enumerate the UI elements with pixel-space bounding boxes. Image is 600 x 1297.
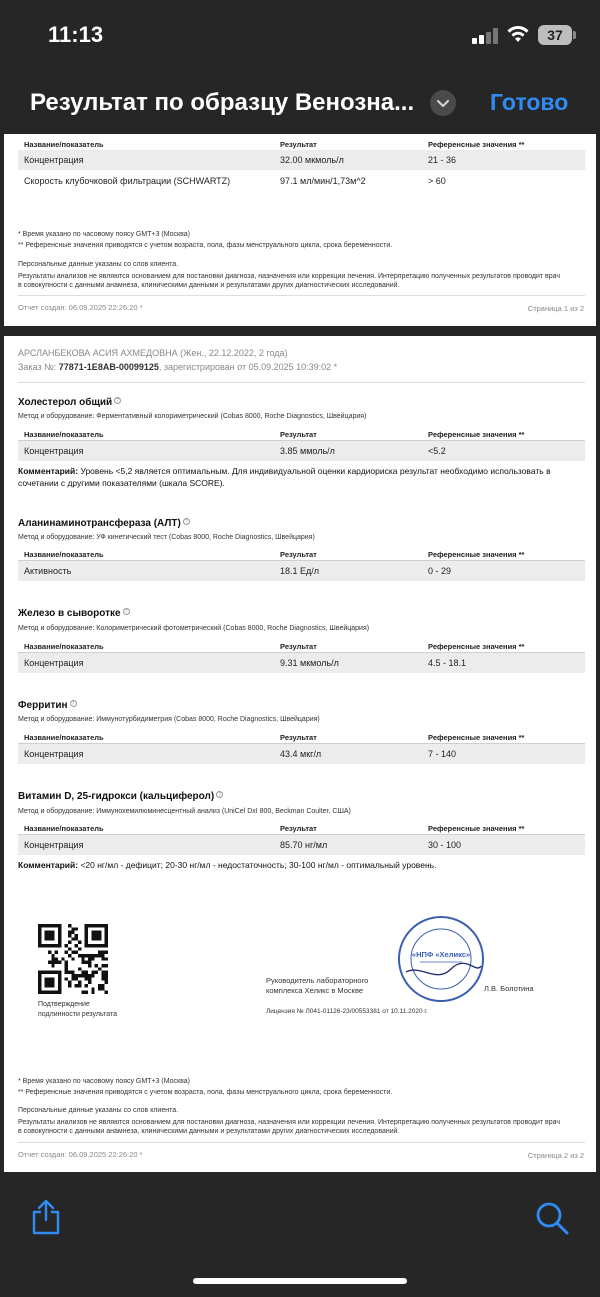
row-reference: <5.2 [428, 446, 446, 456]
test-title [18, 608, 130, 619]
footnote: ** Референсные значения приводятся с учетом возраста, пола, фазы менструального цикла, срока беременности. [18, 1089, 393, 1096]
qr-code[interactable] [38, 924, 108, 994]
test-method: Метод и оборудование: УФ кинетический тест (Cobas 8000, Roche Diagnostics, Швейцария) [18, 534, 315, 541]
cellular-signal-icon [472, 28, 498, 44]
title-menu-button[interactable] [430, 90, 456, 116]
row-result: 3.85 ммоль/л [280, 446, 335, 456]
test-title [18, 397, 121, 408]
row-name: Скорость клубочковой фильтрации (SCHWARTZ) [24, 176, 231, 186]
test-title [18, 518, 190, 529]
table-header [18, 731, 585, 744]
row-reference: 0 - 29 [428, 566, 452, 576]
navigation-bar [0, 72, 600, 134]
order-number: 77871-1E8AB-00099125 [58, 362, 159, 372]
test-title-text: Витамин D, 25-гидрокси (кальциферол) [18, 791, 215, 802]
qr-caption-line: подлинности результата [38, 1011, 117, 1018]
table-row [18, 171, 585, 191]
wifi-icon [506, 24, 530, 44]
lab-stamp-icon [396, 914, 486, 1004]
divider [18, 1142, 585, 1143]
page-number: Страница 2 из 2 [527, 1151, 584, 1160]
column-header-name: Название/показатель [24, 733, 104, 742]
table-header [18, 428, 585, 441]
column-header-reference: Референсные значения ** [428, 733, 525, 742]
row-result: 97.1 мл/мин/1,73м^2 [280, 176, 366, 186]
table-row [18, 441, 585, 461]
column-header-name: Название/показатель [24, 140, 104, 149]
page-number: Страница 1 из 2 [527, 304, 584, 313]
help-icon[interactable]: ? [216, 791, 223, 798]
test-method: Метод и оборудование: Ферментативный колориметрический (Cobas 8000, Roche Diagnostics, Швейцария) [18, 413, 367, 420]
footnote: * Время указано по часовому поясу GMT+3 (Москва) [18, 231, 190, 238]
stamp-text: «НПФ «Хеликс» [411, 950, 471, 959]
test-title-text: Холестерол общий [18, 397, 113, 408]
row-name: Активность [24, 566, 72, 576]
divider [18, 295, 585, 296]
footnote: Персональные данные указаны со слов клиента. [18, 261, 179, 268]
qr-caption [38, 1000, 117, 1020]
disclaimer: Результаты анализов не являются основанием для постановки диагноза, назначения или коррекции лечения. Интерпретацию полученных результатов проводит врач [18, 273, 561, 280]
test-comment [18, 465, 584, 489]
comment-text: <20 нг/мл - дефицит; 20-30 нг/мл - недостаточность; 30-100 нг/мл - оптимальный уровень. [78, 860, 437, 870]
order-prefix: Заказ №: [18, 362, 57, 372]
column-header-result: Результат [280, 824, 317, 833]
status-time: 11:13 [48, 22, 104, 47]
row-result: 32.00 мкмоль/л [280, 155, 344, 165]
test-method: Метод и оборудование: Иммунохемилюминесцентный анализ (UniCel DxI 800, Beckman Coulter, США) [18, 808, 351, 815]
order-suffix: , зарегистрирован от 05.09.2025 10:39:02 * [158, 362, 338, 372]
row-result: 9.31 мкмоль/л [280, 658, 339, 668]
table-header [18, 548, 585, 561]
divider [18, 382, 585, 383]
row-reference: 4.5 - 18.1 [428, 658, 467, 668]
row-name: Концентрация [24, 658, 84, 668]
table-row [18, 653, 585, 673]
help-icon[interactable]: ? [183, 518, 190, 525]
test-method: Метод и оборудование: Колориметрический фотометрический (Cobas 8000, Roche Diagnostics, Швейцария) [18, 625, 370, 632]
row-reference: > 60 [428, 176, 446, 186]
footnote: Персональные данные указаны со слов клиента. [18, 1107, 179, 1114]
test-title-text: Аланинаминотрансфераза (АЛТ) [18, 518, 181, 529]
signer-line: комплекса Хеликс в Москве [266, 986, 364, 995]
done-button[interactable]: Готово [490, 89, 569, 115]
column-header-result: Результат [280, 430, 317, 439]
order-info [18, 362, 337, 372]
signer-line: Руководитель лабораторного [266, 976, 369, 985]
row-reference: 30 - 100 [428, 840, 462, 850]
disclaimer: в совокупности с данными анамнеза, клиническими данными и результатами других диагностических исследований. [18, 282, 400, 289]
column-header-result: Результат [280, 733, 317, 742]
report-created: Отчет создан: 06.09.2025 22:26:20 * [18, 303, 143, 312]
battery-icon: 37 [538, 25, 572, 45]
table-row [18, 744, 585, 764]
signer-name: Л.В. Болотина [484, 984, 534, 993]
table-row [18, 835, 585, 855]
table-row [18, 561, 585, 581]
test-title-text: Ферритин [18, 700, 68, 711]
document-title: Результат по образцу Венозна... [30, 89, 415, 116]
row-reference: 21 - 36 [428, 155, 457, 165]
column-header-name: Название/показатель [24, 430, 104, 439]
search-icon[interactable] [534, 1200, 570, 1236]
help-icon[interactable]: ? [70, 700, 77, 707]
signer-title [266, 976, 368, 996]
column-header-name: Название/показатель [24, 824, 104, 833]
footnote: * Время указано по часовому поясу GMT+3 (Москва) [18, 1078, 190, 1085]
help-icon[interactable]: ? [123, 608, 130, 615]
license-info: Лицензия № Л041-01126-23/00553381 от 10.11.2020 г. [266, 1008, 428, 1015]
disclaimer: в совокупности с данными анамнеза, клиническими данными и результатами других диагностических исследований. [18, 1128, 400, 1135]
column-header-reference: Референсные значения ** [428, 430, 525, 439]
column-header-reference: Референсные значения ** [428, 642, 525, 651]
column-header-result: Результат [280, 642, 317, 651]
chevron-down-icon [430, 90, 456, 116]
footnote: ** Референсные значения приводятся с учетом возраста, пола, фазы менструального цикла, срока беременности. [18, 242, 393, 249]
table-row [18, 150, 585, 170]
share-icon[interactable] [30, 1198, 62, 1236]
row-name: Концентрация [24, 749, 84, 759]
table-header [18, 822, 585, 835]
column-header-reference: Референсные значения ** [428, 824, 525, 833]
comment-label: Комментарий: [18, 466, 79, 476]
report-created: Отчет создан: 06.09.2025 22:26:20 * [18, 1150, 143, 1159]
row-name: Концентрация [24, 446, 84, 456]
test-title [18, 791, 223, 802]
test-method: Метод и оборудование: Иммунотурбидиметрия (Cobas 8000, Roche Diagnostics, Швейцария) [18, 716, 320, 723]
status-bar [0, 0, 600, 72]
document-page-2 [4, 336, 596, 1172]
column-header-reference: Референсные значения ** [428, 140, 525, 149]
patient-info: АРСЛАНБЕКОВА АСИЯ АХМЕДОВНА (Жен., 22.12.2022, 2 года) [18, 348, 288, 358]
column-header-reference: Референсные значения ** [428, 550, 525, 559]
disclaimer: Результаты анализов не являются основанием для постановки диагноза, назначения или коррекции лечения. Интерпретацию полученных результатов проводит врач [18, 1119, 561, 1126]
comment-label: Комментарий: [18, 860, 79, 870]
row-reference: 7 - 140 [428, 749, 457, 759]
document-page-1 [4, 134, 596, 326]
row-name: Концентрация [24, 155, 84, 165]
help-icon[interactable]: ? [114, 397, 121, 404]
row-result: 85.70 нг/мл [280, 840, 328, 850]
qr-caption-line: Подтверждение [38, 1001, 90, 1008]
home-indicator[interactable] [193, 1278, 407, 1284]
row-name: Концентрация [24, 840, 84, 850]
comment-text: Уровень <5,2 является оптимальным. Для индивидуальной оценки кардиориска результат необходимо использовать в сочетании с другими показателями (шкала SCORE). [18, 466, 551, 488]
column-header-name: Название/показатель [24, 550, 104, 559]
test-title-text: Железо в сыворотке [18, 608, 121, 619]
test-title [18, 700, 77, 711]
test-comment [18, 859, 584, 871]
row-result: 18.1 Ед/л [280, 566, 320, 576]
column-header-name: Название/показатель [24, 642, 104, 651]
row-result: 43.4 мкг/л [280, 749, 322, 759]
column-header-result: Результат [280, 140, 317, 149]
column-header-result: Результат [280, 550, 317, 559]
table-header [18, 640, 585, 653]
